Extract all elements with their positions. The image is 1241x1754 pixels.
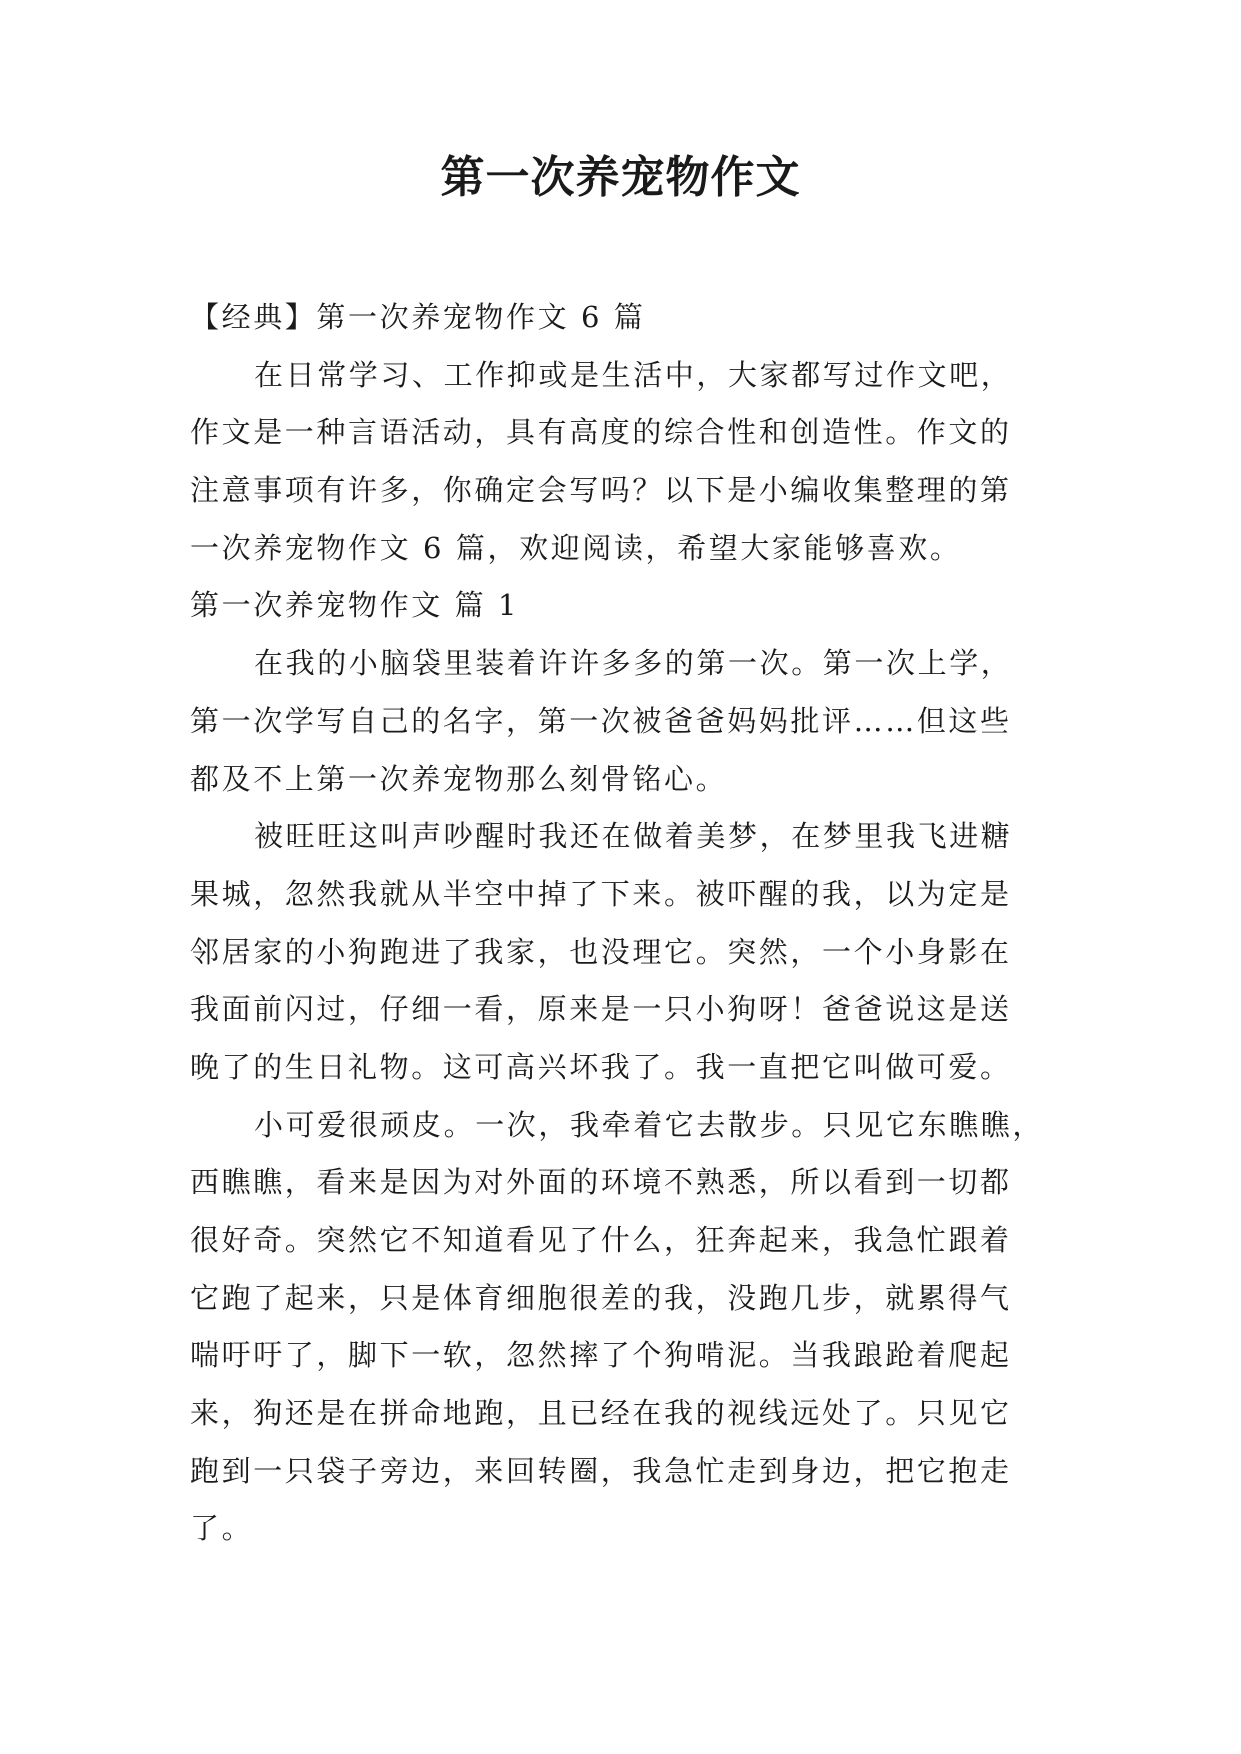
text-line: 【经典】第一次养宠物作文 6 篇 [190,300,646,334]
text-line: 很好奇。突然它不知道看见了什么，狂奔起来，我急忙跟着 [190,1223,1012,1257]
text-line: 被旺旺这叫声吵醒时我还在做着美梦，在梦里我飞进糖 [254,819,1013,854]
text-line: 在我的小脑袋里装着许许多多的第一次。第一次上学， [254,646,1013,681]
text-line: 西瞧瞧，看来是因为对外面的环境不熟悉，所以看到一切都 [190,1165,1012,1200]
text-line: 在日常学习、工作抑或是生活中，大家都写过作文吧， [254,357,1013,392]
text-line: 我面前闪过，仔细一看，原来是一只小狗呀！爸爸说这是送 [190,992,1012,1027]
text-line: 第一次养宠物作文 篇 1 [190,588,520,623]
text-line: 果城，忽然我就从半空中掉了下来。被吓醒的我，以为定是 [190,876,1012,911]
text-line: 第一次学写自己的名字，第一次被爸爸妈妈批评……但这些 [190,703,1012,738]
text-line: 来，狗还是在拼命地跑，且已经在我的视线远处了。只见它 [190,1396,1012,1431]
text-line: 喘吁吁了，脚下一软，忽然摔了个狗啃泥。当我踉跄着爬起 [190,1338,1012,1373]
text-line: 作文是一种言语活动，具有高度的综合性和创造性。作文的 [190,415,1012,450]
document-body [190,289,1060,1558]
document-title: 第一次养宠物作文 [440,152,801,203]
text-line: 注意事项有许多，你确定会写吗？以下是小编收集整理的第 [190,473,1012,508]
text-line: 晚了的生日礼物。这可高兴坏我了。我一直把它叫做可爱。 [190,1049,1012,1084]
text-line: 它跑了起来，只是体育细胞很差的我，没跑几步，就累得气 [190,1280,1012,1315]
text-line: 邻居家的小狗跑进了我家，也没理它。突然，一个小身影在 [190,934,1012,969]
text-line: 都及不上第一次养宠物那么刻骨铭心。 [190,761,728,796]
text-line: 了。 [190,1511,254,1546]
text-line: 跑到一只袋子旁边，来回转圈，我急忙走到身边，把它抱走 [190,1453,1012,1488]
text-line: 小可爱很顽皮。一次，我牵着它去散步。只见它东瞧瞧， [254,1107,1045,1142]
text-line: 一次养宠物作文 6 篇，欢迎阅读，希望大家能够喜欢。 [190,530,962,565]
